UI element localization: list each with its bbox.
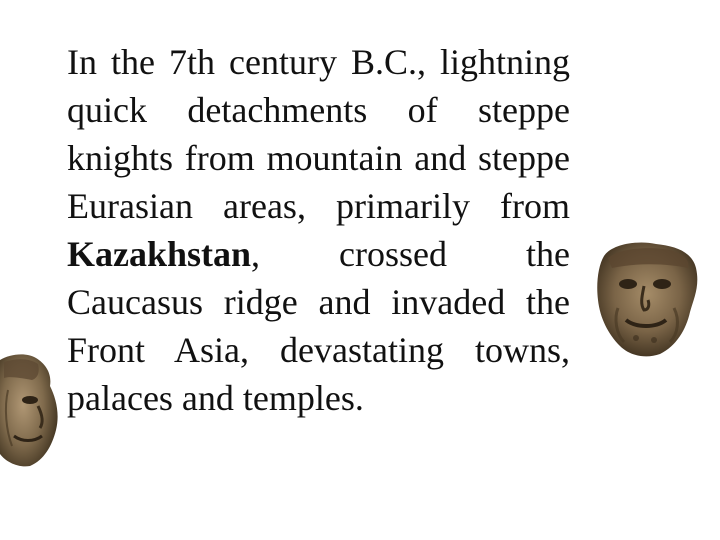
highlighted-term: Kazakhstan: [67, 234, 252, 274]
body-paragraph: [67, 38, 570, 422]
body-text-start: In the 7th century B.C., lightning quick detachments of steppe knights from mountain and steppe Eurasian areas, primarily from: [67, 42, 570, 226]
body-text-end: , crossed the Caucasus ridge and invaded the Front Asia, devastating towns, palaces and temples.: [67, 234, 570, 418]
carved-head-figurine-image: [590, 238, 702, 360]
carved-head-fragment-image: [0, 350, 62, 468]
